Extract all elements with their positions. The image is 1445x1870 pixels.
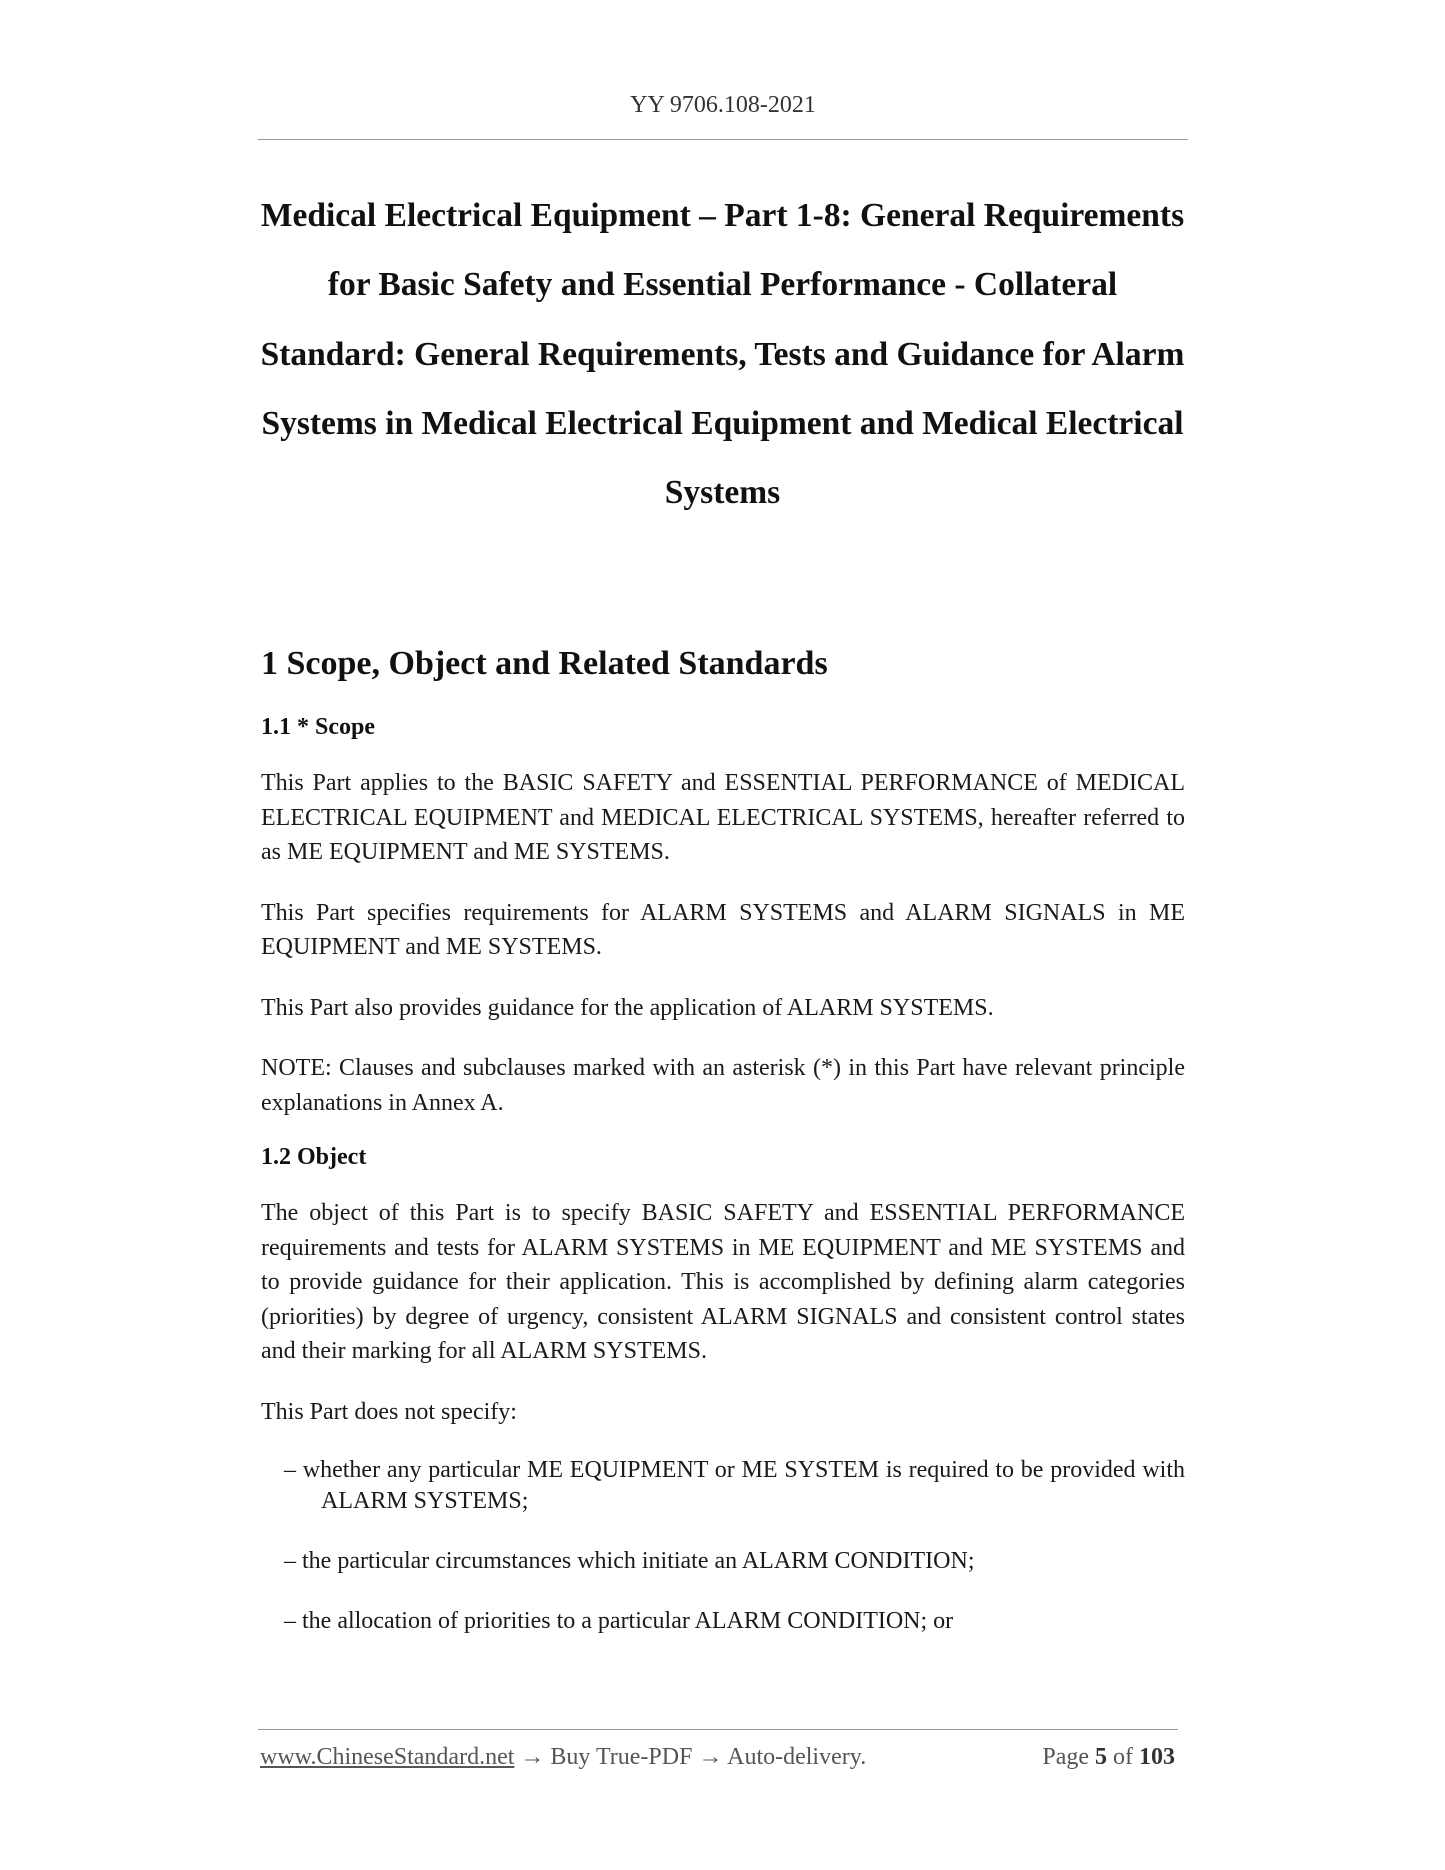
title-line-5: Systems — [664, 474, 781, 512]
section-heading-scope-object: 1 Scope, Object and Related Standards — [261, 645, 828, 682]
total-page-count: 103 — [1139, 1744, 1175, 1770]
subsection-heading-scope: 1.1 * Scope — [261, 714, 375, 740]
footer-divider — [258, 1729, 1178, 1730]
object-paragraph: The object of this Part is to specify BASIC SAFETY and ESSENTIAL PERFORMANCE requirements and tests for ALARM SYSTEMS in ME EQUIPMENT and ME SYSTEMS and to provide guidance for their application. This is accomplished by defining alarm categories (priorities) by degree of urgency, consistent ALARM SIGNALS and consistent control states and their marking for all ALARM SYSTEMS. — [261, 1200, 1185, 1364]
current-page-number: 5 — [1095, 1744, 1107, 1770]
title-line-3: Standard: General Requirements, Tests and Guidance for Alarm — [260, 335, 1185, 373]
site-link[interactable]: www.ChineseStandard.net — [260, 1744, 515, 1770]
document-id-header: YY 9706.108-2021 — [630, 92, 816, 118]
scope-note: NOTE: Clauses and subclauses marked with an asterisk (*) in this Part have relevant principle explanations in Annex A. — [261, 1055, 1185, 1116]
title-line-1: Medical Electrical Equipment – Part 1-8: General Requirements — [260, 197, 1185, 234]
list-item: – whether any particular ME EQUIPMENT or ME SYSTEM is required to be provided with ALARM SYSTEMS; — [284, 1457, 1185, 1514]
title-line-4: Systems in Medical Electrical Equipment and Medical Electrical — [261, 404, 1184, 442]
list-item: – the allocation of priorities to a particular ALARM CONDITION; or — [284, 1608, 954, 1634]
footer-promo-text: → Buy True-PDF → Auto-delivery. — [514, 1744, 867, 1770]
title-line-2: for Basic Safety and Essential Performance - Collateral — [327, 266, 1118, 304]
object-paragraph: This Part does not specify: — [261, 1398, 517, 1425]
scope-paragraph: This Part applies to the BASIC SAFETY and ESSENTIAL PERFORMANCE of MEDICAL ELECTRICAL EQUIPMENT and MEDICAL ELECTRICAL SYSTEMS, hereafter referred to as ME EQUIPMENT and ME SYSTEMS. — [261, 770, 1185, 865]
scope-paragraph: This Part also provides guidance for the application of ALARM SYSTEMS. — [261, 994, 994, 1021]
document-title — [260, 181, 1185, 527]
page-number — [1042, 1744, 1175, 1771]
footer-promo — [260, 1744, 866, 1771]
scope-paragraph: This Part specifies requirements for ALARM SYSTEMS and ALARM SIGNALS in ME EQUIPMENT and ME SYSTEMS. — [261, 899, 1185, 960]
list-item: – the particular circumstances which initiate an ALARM CONDITION; — [284, 1548, 975, 1574]
page-word: Page — [1042, 1744, 1089, 1770]
of-word: of — [1113, 1744, 1133, 1770]
subsection-heading-object: 1.2 Object — [261, 1144, 367, 1170]
header-divider — [258, 139, 1188, 140]
document-body — [261, 630, 1185, 1637]
